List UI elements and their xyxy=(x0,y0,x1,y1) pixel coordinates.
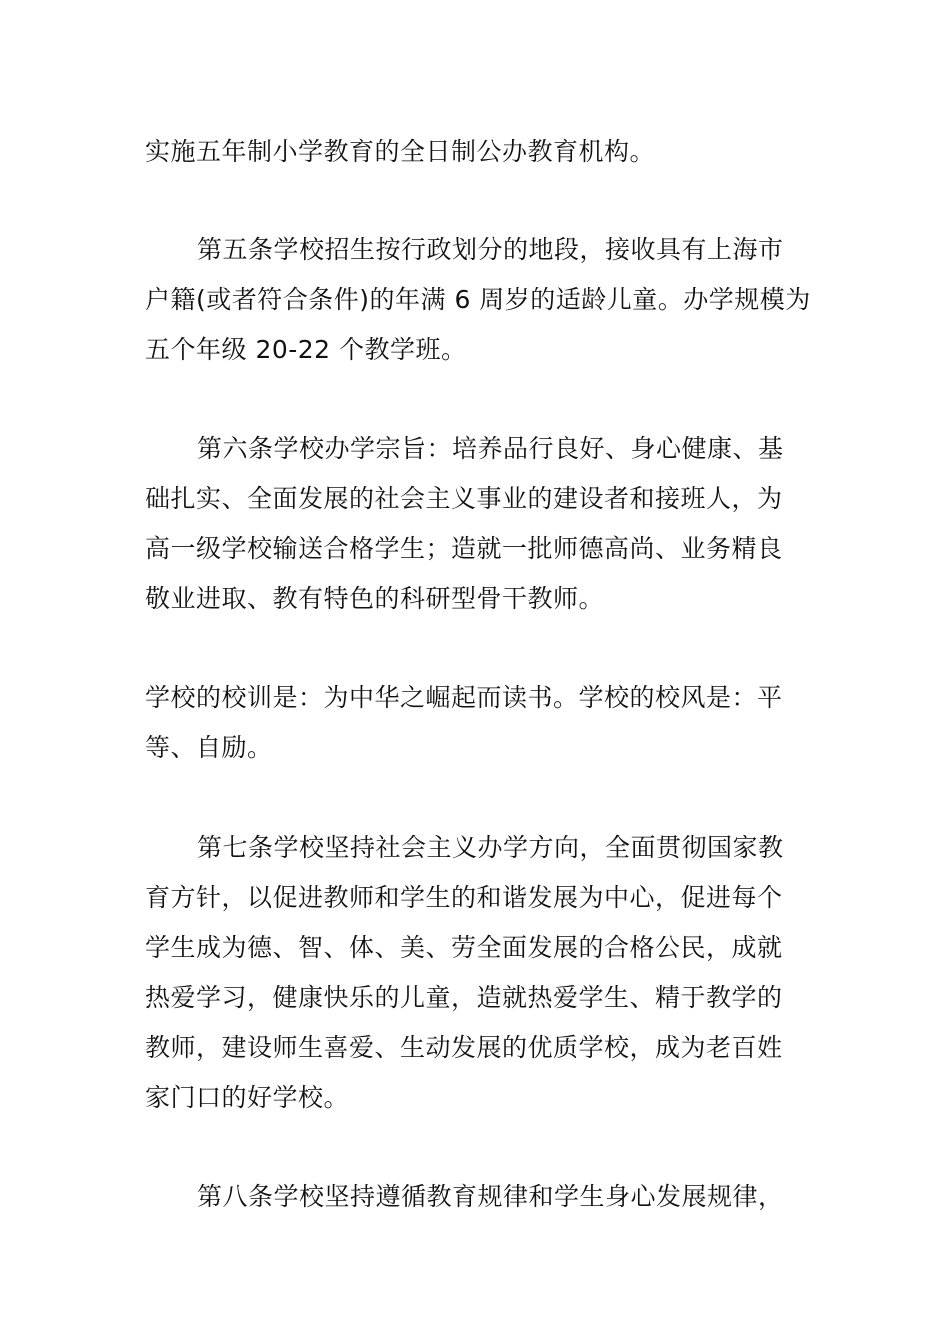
paragraph-line: 等、自励。 xyxy=(145,733,273,762)
paragraph-line: 第五条学校招生按行政划分的地段，接收具有上海市 xyxy=(197,235,784,264)
paragraph-line: 五个年级 20-22 个教学班。 xyxy=(145,335,467,364)
paragraph-line: 第八条学校坚持遵循教育规律和学生身心发展规律， xyxy=(197,1182,784,1211)
paragraph-line: 敬业进取、教有特色的科研型骨干教师。 xyxy=(145,584,605,613)
paragraph-line: 第七条学校坚持社会主义办学方向，全面贯彻国家教 xyxy=(197,833,784,862)
paragraph-line: 家门口的好学校。 xyxy=(145,1083,350,1112)
paragraph-line: 学生成为德、智、体、美、劳全面发展的合格公民，成就 xyxy=(145,933,783,962)
paragraph-line: 热爱学习，健康快乐的儿童，造就热爱学生、精于教学的 xyxy=(145,983,783,1012)
paragraph-line: 学校的校训是：为中华之崛起而读书。学校的校风是：平 xyxy=(145,683,783,712)
paragraph-line: 教师，建设师生喜爱、生动发展的优质学校，成为老百姓 xyxy=(145,1033,783,1062)
paragraph-line: 础扎实、全面发展的社会主义事业的建设者和接班人，为 xyxy=(145,484,783,513)
paragraph-line: 户籍(或者符合条件)的年满 6 周岁的适龄儿童。办学规模为 xyxy=(145,285,811,314)
paragraph-line: 高一级学校输送合格学生；造就一批师德高尚、业务精良 xyxy=(145,534,783,563)
paragraph-line: 实施五年制小学教育的全日制公办教育机构。 xyxy=(145,137,656,166)
paragraph-line: 第六条学校办学宗旨：培养品行良好、身心健康、基 xyxy=(197,434,784,463)
paragraph-line: 育方针，以促进教师和学生的和谐发展为中心，促进每个 xyxy=(145,883,783,912)
